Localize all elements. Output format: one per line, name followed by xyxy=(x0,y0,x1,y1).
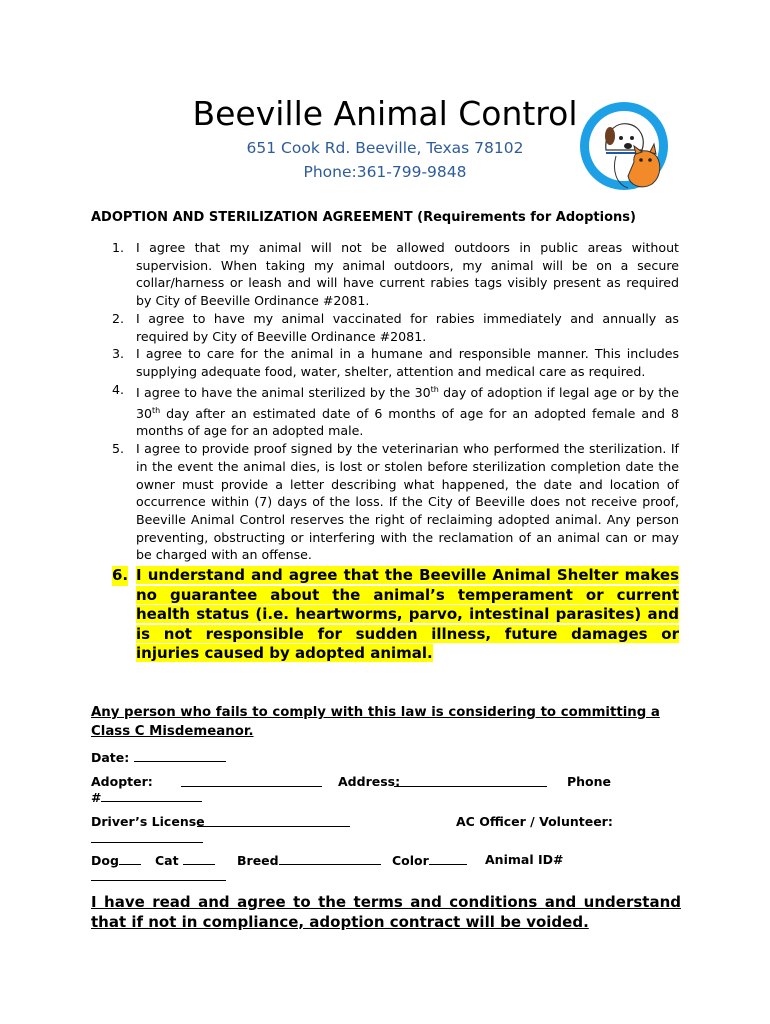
address-blank[interactable] xyxy=(394,774,547,787)
license-label: Driver’s License xyxy=(91,814,205,829)
office-address: 651 Cook Rd. Beeville, Texas 78102 xyxy=(246,139,524,157)
address-label: Address: xyxy=(338,774,401,789)
page-title: Beeville Animal Control xyxy=(192,94,578,133)
officer-label: AC Officer / Volunteer: xyxy=(456,814,613,829)
officer-blank[interactable] xyxy=(91,830,203,843)
color-field[interactable]: Color xyxy=(392,852,467,868)
adopter-blank[interactable] xyxy=(181,774,322,787)
final-statement: I have read and agree to the terms and conditions and understand that if not in compliance, adoption contract will be voided. xyxy=(91,893,681,931)
list-item: 5. I agree to provide proof signed by the veterinarian who performed the sterilization. If in the event the animal dies, is lost or stolen before sterilization completion date the owner must provide a letter describing what happened, the date and location of occurrence within (7) days of the loss. If the City of Beeville does not receive proof, Beeville Animal Control reserves the right of reclaiming adopted animal. Any person preventing, obstructing or interfering with the reclamation of an animal can or may be charged with an offense. xyxy=(112,441,679,563)
date-blank[interactable] xyxy=(134,749,226,762)
adopter-label: Adopter: xyxy=(91,774,153,789)
dog-cat-logo-icon xyxy=(576,92,676,200)
breed-field[interactable]: Breed xyxy=(237,852,381,868)
misdemeanor-warning: Any person who fails to comply with this law is considering to committing a Class C Misdemeanor. xyxy=(91,705,660,739)
cat-field[interactable]: Cat xyxy=(155,852,215,868)
agreement-list xyxy=(91,239,679,664)
list-item: 4. I agree to have the animal sterilized by the 30th day of adoption if legal age or by the 30th day after an estimated date of 6 months of age for an adopted female and 8 months of age for an adopted male. xyxy=(112,381,679,439)
list-item-highlighted: 6. I understand and agree that the Beeville Animal Shelter makes no guarantee about the animal’s temperament or current health status (i.e. heartworms, parvo, intestinal parasites) and is not responsible for sudden illness, future damages or injuries caused by adopted animal. xyxy=(112,566,679,663)
animal-id-blank[interactable] xyxy=(91,868,226,881)
list-item: 2. I agree to have my animal vaccinated for rabies immediately and annually as required by City of Beeville Ordinance #2081. xyxy=(112,310,679,344)
agreement-heading: ADOPTION AND STERILIZATION AGREEMENT (Requirements for Adoptions) xyxy=(91,210,636,225)
animal-id-label: Animal ID# xyxy=(485,852,564,867)
office-phone: Phone:361-799-9848 xyxy=(303,163,467,181)
phone-label: Phone xyxy=(567,774,612,789)
phone-field[interactable]: # xyxy=(91,789,202,805)
dog-field[interactable]: Dog xyxy=(91,852,141,868)
date-field[interactable]: Date: xyxy=(91,749,226,765)
list-item: 1. I agree that my animal will not be allowed outdoors in public areas without supervision. When taking my animal outdoors, my animal will be on a secure collar/harness or leash and will have current rabies tags visibly present as required by City of Beeville Ordinance #2081. xyxy=(112,240,679,309)
license-blank[interactable] xyxy=(197,814,350,827)
list-item: 3. I agree to care for the animal in a humane and responsible manner. This includes supplying adequate food, water, shelter, attention and medical care as required. xyxy=(112,346,679,379)
phone-blank[interactable] xyxy=(101,789,202,802)
